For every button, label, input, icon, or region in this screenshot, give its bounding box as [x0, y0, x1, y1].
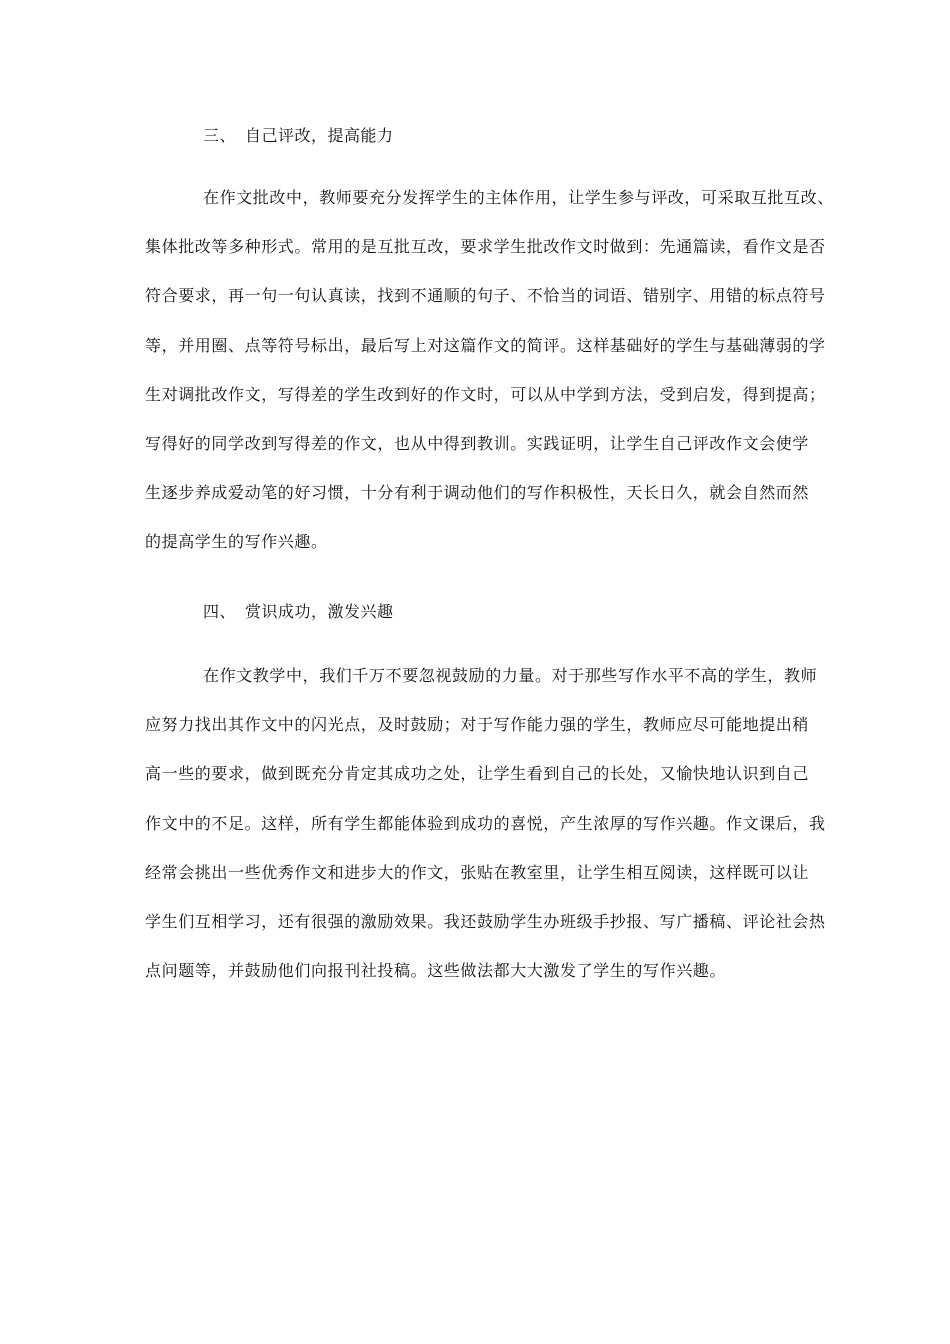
paragraph-line: 写得好的同学改到写得差的作文，也从中得到教训。实践证明，让学生自己评改作文会使学	[145, 433, 810, 453]
paragraph-line: 学生们互相学习，还有很强的激励效果。我还鼓励学生办班级手抄报、写广播稿、评论社会热	[145, 911, 826, 931]
paragraph-line: 生对调批改作文，写得差的学生改到好的作文时，可以从中学到方法，受到启发，得到提高；	[145, 384, 826, 404]
paragraph-line: 应努力找出其作文中的闪光点，及时鼓励；对于写作能力强的学生，教师应尽可能地提出稍	[145, 715, 810, 735]
paragraph-line: 在作文批改中，教师要充分发挥学生的主体作用，让学生参与评改，可采取互批互改、	[203, 188, 834, 207]
section-title: 自己评改，提高能力	[245, 126, 394, 145]
section-heading-4	[203, 602, 394, 622]
section-title: 赏识成功，激发兴趣	[245, 602, 394, 621]
paragraph-line: 高一些的要求，做到既充分肯定其成功之处，让学生看到自己的长处，又愉快地认识到自己	[145, 764, 810, 784]
section-number: 三、	[203, 126, 237, 145]
paragraph-line: 生逐步养成爱动笔的好习惯，十分有利于调动他们的写作积极性，天长日久，就会自然而然	[145, 483, 810, 503]
section-heading-3	[203, 126, 394, 146]
paragraph-line: 在作文教学中，我们千万不要忽视鼓励的力量。对于那些写作水平不高的学生，教师	[203, 666, 818, 685]
paragraph-line: 作文中的不足。这样，所有学生都能体验到成功的喜悦，产生浓厚的写作兴趣。作文课后，我	[145, 813, 826, 833]
section-paragraph-3	[145, 188, 834, 582]
paragraph-line: 等，并用圈、点等符号标出，最后写上对这篇作文的简评。这样基础好的学生与基础薄弱的学	[145, 335, 826, 355]
section-number: 四、	[203, 602, 237, 621]
paragraph-line: 集体批改等多种形式。常用的是互批互改，要求学生批改作文时做到：先通篇读，看作文是否	[145, 237, 826, 257]
paragraph-line: 点问题等，并鼓励他们向报刊社投稿。这些做法都大大激发了学生的写作兴趣。	[145, 961, 727, 981]
paragraph-line: 符合要求，再一句一句认真读，找到不通顺的句子、不恰当的词语、错别字、用错的标点符号	[145, 286, 826, 306]
paragraph-line: 经常会挑出一些优秀作文和进步大的作文，张贴在教室里，让学生相互阅读，这样既可以让	[145, 862, 810, 882]
section-paragraph-4	[145, 666, 825, 1010]
paragraph-line: 的提高学生的写作兴趣。	[145, 532, 328, 552]
